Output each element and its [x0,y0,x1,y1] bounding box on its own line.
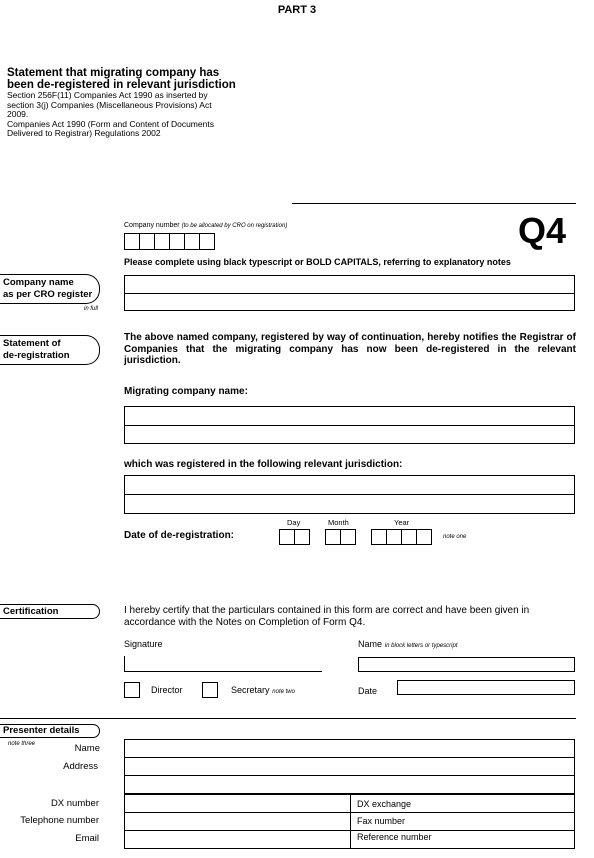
cert-date-field[interactable] [397,680,575,695]
year-digit-3[interactable] [401,529,417,545]
note-two: note two [272,689,295,695]
note-one: note one [443,534,467,540]
presenter-name-field[interactable] [124,739,575,758]
name-label-row [358,639,458,650]
day-label: Day [287,518,301,527]
year-digit-4[interactable] [416,529,432,545]
company-name-tab [0,274,100,304]
company-number-digit[interactable] [184,233,200,250]
migrating-company-divider [124,425,575,426]
jurisdiction-label: which was registered in the following relevant jurisdiction: [124,459,403,470]
company-name-field-divider [124,293,575,294]
month-digit-1[interactable] [325,529,341,545]
presenter-tab: Presenter details [0,724,100,738]
dx-number-field[interactable] [124,794,351,813]
company-number-digit[interactable] [139,233,155,250]
company-name-tab-line1: Company name [3,277,74,288]
dx-number-label: DX number [50,798,99,809]
company-number-boxes[interactable] [124,233,215,250]
secretary-label: Secretary [231,685,270,695]
top-rule [292,203,576,204]
part-heading: PART 3 [277,4,317,16]
dx-exchange-label: DX exchange [357,799,412,809]
fax-label: Fax number [357,816,406,826]
signature-field[interactable] [124,656,322,672]
instruction-text: Please complete using black typescript or BOLD CAPITALS, referring to explanatory notes [124,257,511,267]
form-title-line1: Statement that migrating company has [7,67,220,79]
statement-tab [0,335,100,365]
certification-text: I hereby certify that the particulars contained in this form are correct and have been given in accordance with the Notes on Completion of Form Q4. [124,605,530,628]
company-number-hint: (to be allocated by CRO on registration) [181,223,288,229]
company-number-label: Company number [124,222,180,229]
legal-ref-line2: section 3(j) Companies (Miscellaneous Provisions) Act [7,99,212,110]
cert-name-hint: in block letters or typescript [384,643,458,649]
cert-name-label: Name [358,639,383,649]
statement-tab-line2: de-registration [3,350,70,361]
company-name-hint: in full [83,306,98,312]
date-deregistration-label: Date of de-registration: [124,530,235,541]
telephone-field[interactable] [124,812,351,831]
form-code: Q4 [518,210,567,251]
migrating-company-label: Migrating company name: [124,386,248,397]
legal-ref-line5: Delivered to Registrar) Regulations 2002 [7,128,161,138]
director-checkbox[interactable] [124,682,140,698]
legal-ref-line1: Section 256F(11) Companies Act 1990 as inserted by [7,90,208,100]
email-field[interactable] [124,830,351,849]
certification-tab: Certification [0,604,100,619]
cert-name-field[interactable] [358,657,575,672]
jurisdiction-divider [124,494,575,495]
statement-text: The above named company, registered by way of continuation, hereby notifies the Registrar of Companies that the migrating company has now been de-registered in the relevant jurisdiction. [124,332,576,366]
year-digit-2[interactable] [386,529,402,545]
month-label: Month [328,518,349,527]
cert-date-label: Date [358,686,378,696]
year-label: Year [394,518,410,527]
statement-tab-line1: Statement of [3,338,61,349]
presenter-name-label: Name [74,743,100,754]
presenter-address-label: Address [63,761,98,772]
legal-ref-line3: 2009. [7,109,29,119]
company-number-label-row [124,222,287,229]
company-number-digit[interactable] [154,233,170,250]
secretary-label-row [231,685,295,696]
company-name-tab-line2: as per CRO register [3,289,93,300]
form-title-block [7,67,267,139]
day-digit-1[interactable] [279,529,295,545]
email-label: Email [75,833,99,844]
note-three: note three [8,741,36,747]
secretary-checkbox[interactable] [202,682,218,698]
presenter-rule [0,718,576,719]
reference-label: Reference number [357,832,432,842]
signature-label: Signature [124,639,163,649]
company-number-digit[interactable] [169,233,185,250]
telephone-label: Telephone number [20,815,99,826]
year-digit-1[interactable] [371,529,387,545]
company-number-digit[interactable] [199,233,215,250]
day-digit-2[interactable] [294,529,310,545]
legal-ref-line4: Companies Act 1990 (Form and Content of Documents [7,118,214,129]
form-title-line2: been de-registered in relevant jurisdiction [7,79,236,91]
director-label: Director [151,685,183,695]
presenter-address-divider [124,775,575,776]
month-digit-2[interactable] [340,529,356,545]
company-number-digit[interactable] [124,233,140,250]
